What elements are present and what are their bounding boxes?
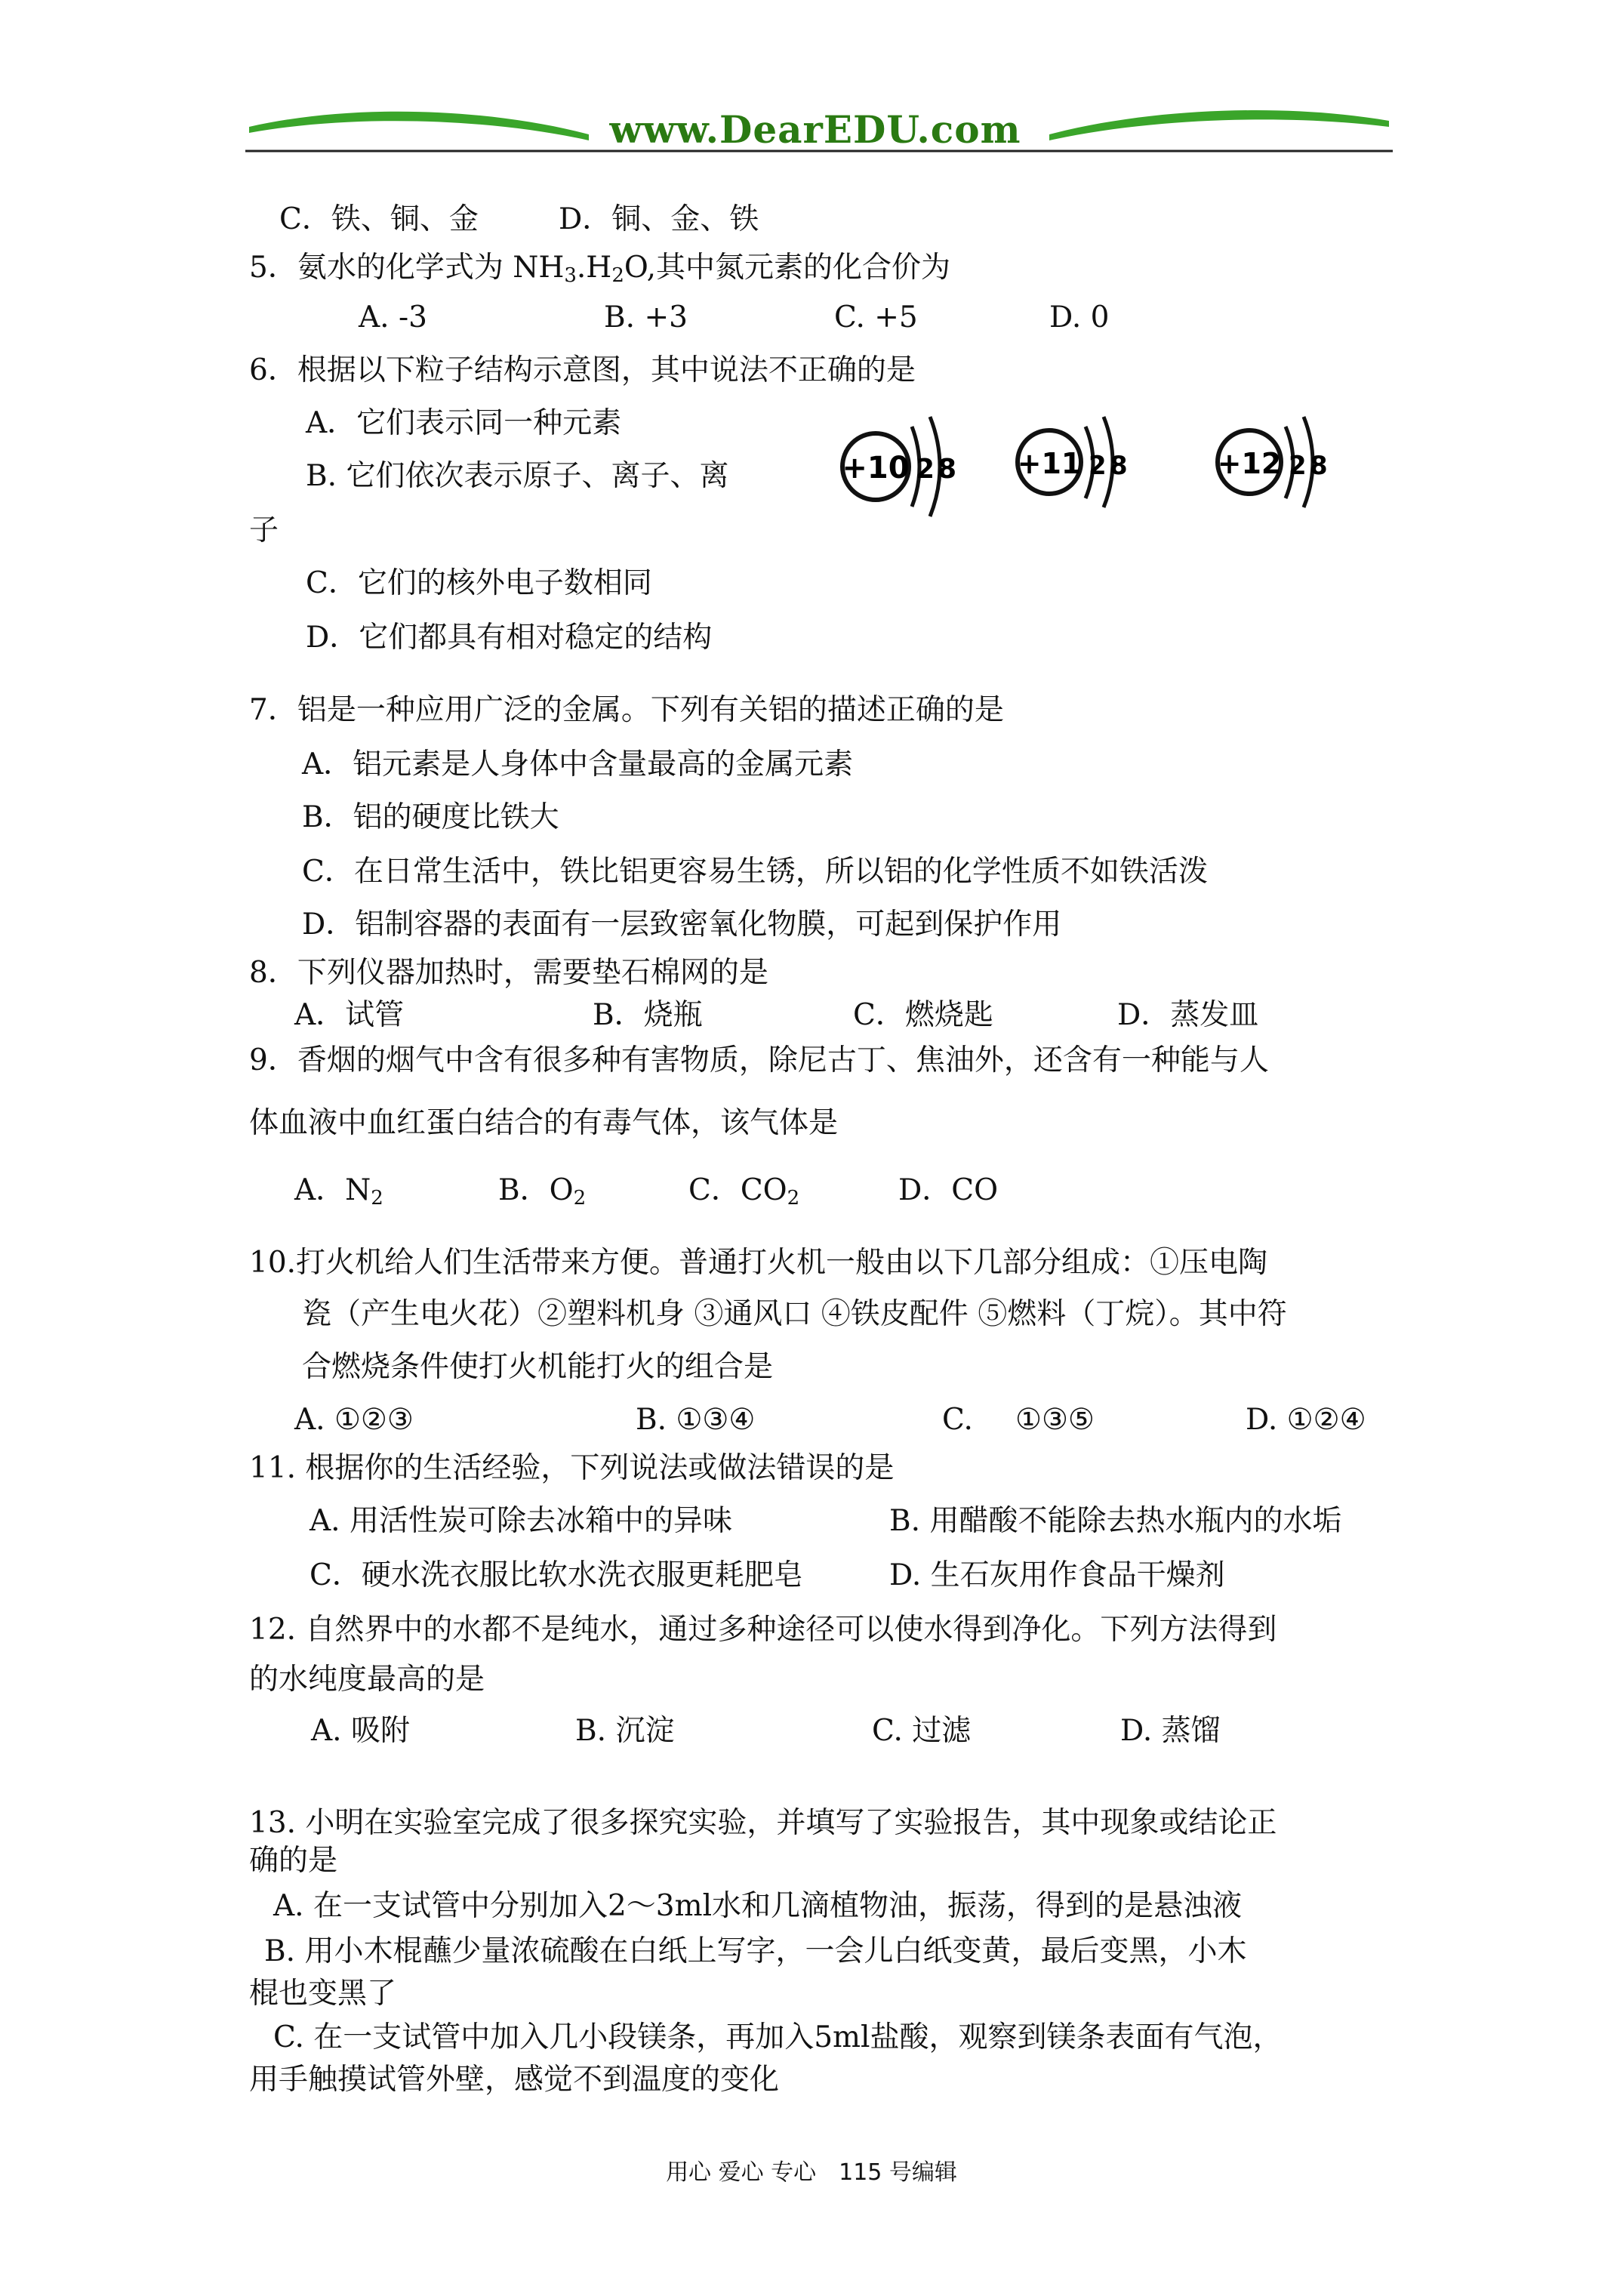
q10-option-c: C.: [942, 1403, 973, 1437]
q5-option-b: B. +3: [604, 300, 688, 334]
q13-option-b-wrap: 棍也变黑了: [249, 1977, 397, 2011]
q13-stem-2: 确的是: [249, 1844, 338, 1878]
q7-option-a: A．铝元素是人身体中含量最高的金属元素: [302, 747, 854, 781]
q6-option-d: D．它们都具有相对稳定的结构: [306, 621, 713, 655]
q8-stem: 8．下列仪器加热时，需要垫石棉网的是: [249, 956, 768, 990]
nucleus-charge: +12: [1217, 447, 1282, 480]
q12-option-b: B. 沉淀: [575, 1714, 675, 1748]
q7-stem: 7．铝是一种应用广泛的金属。下列有关铝的描述正确的是: [249, 693, 1004, 727]
q8-option-d: D．蒸发皿: [1117, 998, 1259, 1032]
q10-stem: 10.打火机给人们生活带来方便。普通打火机一般由以下几部分组成：①压电陶: [249, 1246, 1268, 1280]
q8-option-b: B．烧瓶: [593, 998, 703, 1032]
q12-option-c: C. 过滤: [872, 1714, 972, 1748]
q8-option-a: A．试管: [294, 998, 405, 1032]
q11-option-d: D. 生石灰用作食品干燥剂: [889, 1558, 1225, 1592]
q4-option-d: D．铜、金、铁: [559, 202, 759, 236]
particle-diagram-3: [1204, 408, 1355, 529]
nucleus-charge: +10: [842, 451, 910, 485]
q11-option-b: B. 用醋酸不能除去热水瓶内的水垢: [889, 1504, 1342, 1538]
q5-stem: 5．氨水的化学式为 $NH_3.H_2O$,其中氮元素的化合价为: [249, 251, 950, 287]
q7-option-d: D．铝制容器的表面有一层致密氧化物膜，可起到保护作用: [302, 908, 1062, 942]
shell-1-electrons: 2: [1289, 451, 1307, 481]
q10-option-d: D. ①②④: [1246, 1403, 1366, 1437]
q12-stem-2: 的水纯度最高的是: [249, 1663, 485, 1697]
q10-stem-2: 瓷（产生电火花）②塑料机身 ③通风口 ④铁皮配件 ⑤燃料（丁烷）。其中符: [302, 1297, 1287, 1331]
q5-option-c: C. +5: [834, 300, 918, 334]
q5-option-d: D. 0: [1049, 300, 1110, 334]
q6-option-c: C．它们的核外电子数相同: [306, 566, 652, 600]
q13-option-c: C. 在一支试管中加入几小段镁条，再加入5ml盐酸，观察到镁条表面有气泡，: [273, 2020, 1283, 2054]
q12-stem: 12. 自然界中的水都不是纯水，通过多种途径可以使水得到净化。下列方法得到: [249, 1613, 1277, 1647]
shell-1-electrons: 2: [1089, 451, 1107, 481]
q7-option-c: C．在日常生活中，铁比铝更容易生锈，所以铝的化学性质不如铁活泼: [302, 855, 1208, 889]
q9-option-c: C．$CO_2$: [688, 1173, 800, 1210]
q9-stem-2: 体血液中血红蛋白结合的有毒气体，该气体是: [249, 1106, 839, 1140]
q11-option-c: C．硬水洗衣服比软水洗衣服更耗肥皂: [310, 1558, 803, 1592]
q6-option-a: A．它们表示同一种元素: [306, 406, 622, 440]
shell-2-electrons: 8: [1310, 451, 1328, 481]
q13-option-a: A. 在一支试管中分别加入2～3ml水和几滴植物油，振荡，得到的是悬浊液: [273, 1889, 1243, 1923]
q6-option-b: B. 它们依次表示原子、离子、离: [306, 459, 729, 493]
q5-option-a: A. -3: [359, 300, 427, 334]
shell-2-electrons: 8: [1110, 451, 1128, 481]
q4-option-c: C．铁、铜、金: [279, 202, 479, 236]
q10-stem-3: 合燃烧条件使打火机能打火的组合是: [302, 1350, 774, 1384]
q13-stem: 13. 小明在实验室完成了很多探究实验，并填写了实验报告，其中现象或结论正: [249, 1806, 1277, 1840]
q9-stem: 9．香烟的烟气中含有很多种有害物质，除尼古丁、焦油外，还含有一种能与人: [249, 1043, 1269, 1077]
page-footer: 用心 爱心 专心 115 号编辑: [666, 2159, 957, 2186]
site-logo-text: www.DearEDU.com: [609, 107, 1021, 152]
particle-diagram-2: [1004, 408, 1155, 529]
shell-2-electrons: 8: [938, 454, 957, 485]
q9-option-d: D．CO: [898, 1173, 999, 1207]
q12-option-a: A. 吸附: [311, 1714, 410, 1748]
q13-option-b: B. 用小木棍蘸少量浓硫酸在白纸上写字，一会儿白纸变黄，最后变黑，小木: [264, 1934, 1247, 1968]
q7-option-b: B．铝的硬度比铁大: [302, 800, 559, 834]
nucleus-charge: +11: [1017, 447, 1082, 480]
q11-option-a: A. 用活性炭可除去冰箱中的异味: [310, 1504, 732, 1538]
shell-1-electrons: 2: [916, 454, 935, 485]
particle-diagram-1: [830, 408, 981, 529]
q6-stem: 6．根据以下粒子结构示意图，其中说法不正确的是: [249, 353, 916, 387]
q9-option-b: B．$O_2$: [498, 1173, 587, 1210]
q10-option-a: A. ①②③: [294, 1403, 414, 1437]
q10-option-c-value: ①③⑤: [1015, 1403, 1095, 1437]
q12-option-d: D. 蒸馏: [1120, 1714, 1221, 1748]
q10-option-b: B. ①③④: [636, 1403, 756, 1437]
q8-option-c: C．燃烧匙: [853, 998, 993, 1032]
q6-option-b-wrap: 子: [249, 513, 279, 547]
q11-stem: 11. 根据你的生活经验，下列说法或做法错误的是: [249, 1451, 895, 1485]
q9-option-a: A．$N_2$: [294, 1173, 383, 1210]
q13-option-c-wrap: 用手触摸试管外壁，感觉不到温度的变化: [249, 2063, 780, 2097]
